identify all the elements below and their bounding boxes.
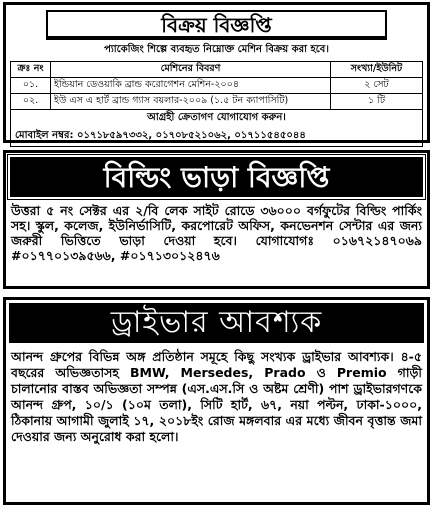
building-rent-ad [3, 150, 430, 289]
row-serial: ০১. [11, 78, 51, 94]
row-quantity: ১ টি [331, 94, 423, 110]
header-serial: ক্রঃ নং [11, 62, 51, 78]
contact-prompt: আগ্রহী ক্রেতাগণ যোগাযোগ করুন। [11, 110, 423, 128]
table-footer-row [11, 110, 423, 128]
header-quantity: সংখ্যা/ইউনিট [331, 62, 423, 78]
table-row [11, 94, 423, 110]
table-header-row [11, 62, 423, 78]
rent-notice-body: উত্তরা ৫ নং সেক্টর এর ২/বি লেক সাইট রোডে ৩৬০০০ বর্গফুটের বিল্ডিং পার্কিং সহ। স্কুল, কলেজ, ইউনির্ভাসিটি, করপোরেট অফিস, কনভেনশন সেন্টার এর জন্য জরুরী ভিত্তিতে ভাড়া দেওয়া হবে। যোগাযোগঃ ০১৬৭২১৪৭০৬৯ #০১৭৭০১৩৯৫৬৬, #০১৭১৩০১২৪৭৬ [11, 203, 422, 263]
row-description: ইন্ডিয়ান ডেওয়াকি ব্রান্ড করোগেশন মেশিন-২০০৪ [51, 78, 331, 94]
row-description: ইউ এস এ হার্ট ব্রান্ড গ্যাস বয়লার-২০০৯ (১.৫ টন ক্যাপাসিটি) [51, 94, 331, 110]
sale-notice-title: বিক্রয় বিজ্ঞপ্তি [46, 10, 387, 40]
table-row [11, 78, 423, 94]
driver-wanted-title: ড্রাইভার আবশ্যক [9, 303, 424, 343]
sale-notice-ad [3, 2, 430, 143]
rent-notice-title: বিল্ডিং ভাড়া বিজ্ঞপ্তি [8, 155, 425, 199]
driver-wanted-body: আনন্দ গ্রুপের বিভিন্ন অঙ্গ প্রতিষ্ঠান সমূহে কিছু সংখ্যক ড্রাইভার আবশ্যক। ৪-৫ বছরের অভিজ্ঞতাসহ BMW, Mersedes, Prado ও Premio গাড়ী চালানোর বাস্তব অভিজ্ঞতা সম্পন্ন (এস.এস.সি ও অষ্টম শ্রেণী) পাশ ড্রাইভারগণকে আনন্দ গ্রুপ, ১০/১ (১০ম তলা), সিটি হার্ট, ৬৭, নয়া পল্টন, ঢাকা-১০০০, ঠিকানায় আগামী জুলাই ১৭, ২০১৮ইং রোজ মঙ্গলবার এর মধ্যে জীবন বৃত্তান্ত জমা দেওয়ার জন্য অনুরোধ করা হলো। [11, 349, 422, 444]
mobile-numbers: মোবাইল নম্বর: ০১৭১৮৫৯৭৩৩২, ০১৭০৮৫২১০৬২, ০১৭১১৫৪৫০৪৪ [10, 127, 423, 147]
machine-table [10, 61, 423, 127]
row-quantity: ২ সেট [331, 78, 423, 94]
row-serial: ০২. [11, 94, 51, 110]
sale-intro-text: প্যাকেজিং শিল্পে ব্যবহৃত নিম্নোক্ত মেশিন বিক্রয় করা হবে। [104, 44, 329, 55]
header-description: মেশিনের বিবরণ [51, 62, 331, 78]
driver-wanted-ad [3, 297, 430, 505]
